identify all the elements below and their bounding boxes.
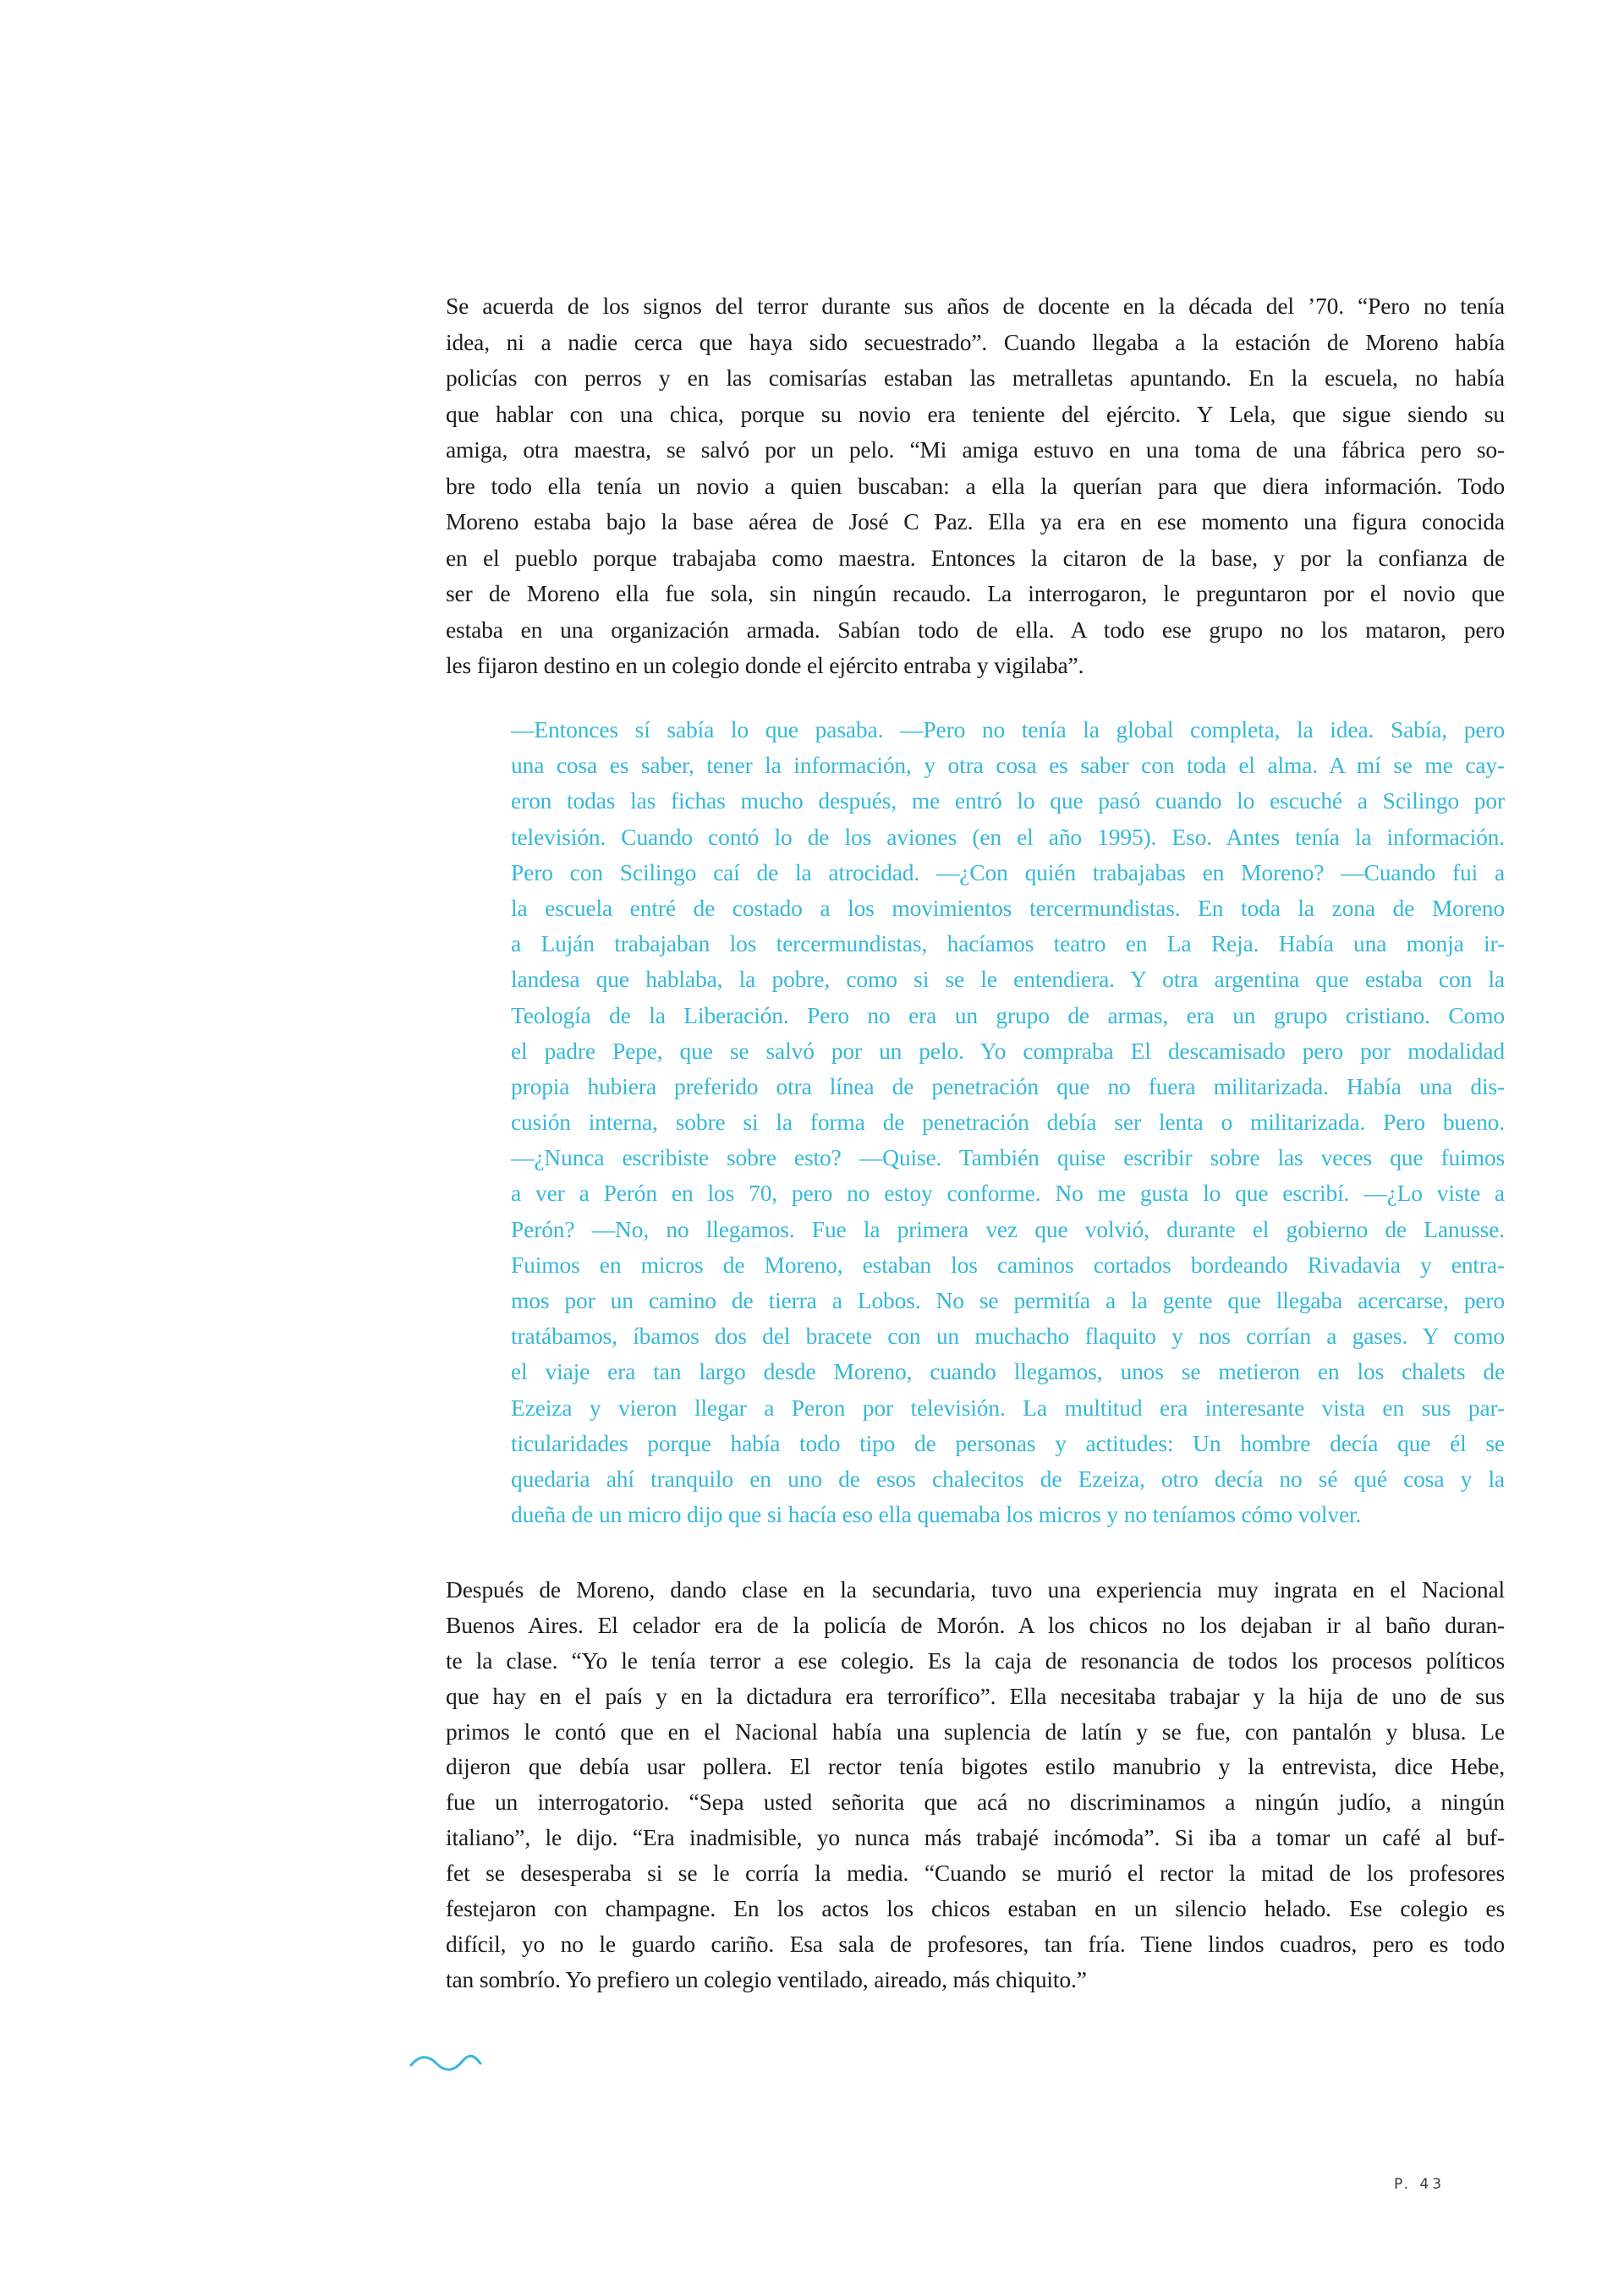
text-line: televisión. Cuando contó lo de los aviones (en el año 1995). Eso. Antes tenía la información. bbox=[511, 823, 1505, 850]
text-line: bre todo ella tenía un novio a quien buscaban: a ella la querían para que diera información. Todo bbox=[446, 472, 1505, 499]
text-line: tratábamos, íbamos dos del bracete con un muchacho flaquito y nos corrían a gases. Y como bbox=[511, 1323, 1505, 1350]
text-line: ser de Moreno ella fue sola, sin ningún recaudo. La interrogaron, le preguntaron por el novio que bbox=[446, 580, 1505, 606]
text-line: idea, ni a nadie cerca que haya sido secuestrado”. Cuando llegaba a la estación de Moreno había bbox=[446, 328, 1505, 355]
wave-icon bbox=[409, 2052, 482, 2075]
text-line: italiano”, le dijo. “Era inadmisible, yo nunca más trabajé incómoda”. Si iba a tomar un café al buf- bbox=[446, 1824, 1505, 1851]
text-line: mos por un camino de tierra a Lobos. No se permitía a la gente que llegaba acercarse, pero bbox=[511, 1287, 1505, 1313]
text-line: eron todas las fichas mucho después, me entró lo que pasó cuando lo escuché a Scilingo por bbox=[511, 787, 1505, 814]
text-line: Teología de la Liberación. Pero no era un grupo de armas, era un grupo cristiano. Como bbox=[511, 1001, 1505, 1028]
text-line: que hay en el país y en la dictadura era terrorífico”. Ella necesitaba trabajar y la hija de uno de sus bbox=[446, 1682, 1505, 1709]
paragraph-1 bbox=[446, 288, 1505, 684]
text-line: Ezeiza y vieron llegar a Peron por televisión. La multitud era interesante vista en sus par- bbox=[511, 1394, 1505, 1421]
text-line: propia hubiera preferido otra línea de penetración que no fuera militarizada. Había una dis- bbox=[511, 1072, 1505, 1099]
text-line: —¿Nunca escribiste sobre esto? —Quise. También quise escribir sobre las veces que fuimos bbox=[511, 1144, 1505, 1171]
text-line: a Luján trabajaban los tercermundistas, hacíamos teatro en La Reja. Había una monja ir- bbox=[511, 930, 1505, 957]
text-line: Buenos Aires. El celador era de la policía de Morón. A los chicos no los dejaban ir al baño duran- bbox=[446, 1611, 1505, 1638]
text-line: la escuela entré de costado a los movimientos tercermundistas. En toda la zona de Moreno bbox=[511, 894, 1505, 921]
page-number: P. 43 bbox=[1394, 2176, 1446, 2193]
text-line: dijeron que debía usar pollera. El rector tenía bigotes estilo manubrio y la entrevista, dice Hebe, bbox=[446, 1753, 1505, 1780]
text-line: dueña de un micro dijo que si hacía eso ella quemaba los micros y no teníamos cómo volver. bbox=[511, 1501, 1362, 1528]
wave-ornament-path bbox=[411, 2056, 480, 2069]
text-line: el viaje era tan largo desde Moreno, cuando llegamos, unos se metieron en los chalets de bbox=[511, 1358, 1505, 1385]
text-line: les fijaron destino en un colegio donde el ejército entraba y vigilaba”. bbox=[446, 652, 1084, 678]
text-line: Después de Moreno, dando clase en la secundaria, tuvo una experiencia muy ingrata en el Nacional bbox=[446, 1576, 1505, 1603]
text-line: landesa que hablaba, la pobre, como si se le entendiera. Y otra argentina que estaba con la bbox=[511, 966, 1505, 993]
text-line: te la clase. “Yo le tenía terror a ese colegio. Es la caja de resonancia de todos los procesos políticos bbox=[446, 1647, 1505, 1674]
text-line: el padre Pepe, que se salvó por un pelo. Yo compraba El descamisado pero por modalidad bbox=[511, 1037, 1505, 1064]
text-line: ticularidades porque había todo tipo de personas y actitudes: Un hombre decía que él se bbox=[511, 1429, 1505, 1456]
text-line: Pero con Scilingo caí de la atrocidad. —¿Con quién trabajabas en Moreno? —Cuando fui a bbox=[511, 858, 1505, 885]
text-line: Moreno estaba bajo la base aérea de José C Paz. Ella ya era en ese momento una figura conocida bbox=[446, 508, 1505, 534]
text-line: en el pueblo porque trabajaba como maestra. Entonces la citaron de la base, y por la confianza de bbox=[446, 544, 1505, 571]
text-line: Perón? —No, no llegamos. Fue la primera vez que volvió, durante el gobierno de Lanusse. bbox=[511, 1215, 1505, 1242]
paragraph-3 bbox=[446, 1572, 1505, 1997]
text-line: una cosa es saber, tener la información, y otra cosa es saber con toda el alma. A mí se me cay- bbox=[511, 752, 1505, 779]
text-line: Fuimos en micros de Moreno, estaban los caminos cortados bordeando Rivadavia y entra- bbox=[511, 1251, 1505, 1278]
text-line: que hablar con una chica, porque su novio era teniente del ejército. Y Lela, que sigue siendo su bbox=[446, 400, 1505, 427]
interview-quote-block bbox=[511, 712, 1505, 1532]
text-line: festejaron con champagne. En los actos los chicos estaban en un silencio helado. Ese colegio es bbox=[446, 1895, 1505, 1922]
text-line: tan sombrío. Yo prefiero un colegio ventilado, aireado, más chiquito.” bbox=[446, 1965, 1087, 1992]
text-line: policías con perros y en las comisarías estaban las metralletas apuntando. En la escuela, no había bbox=[446, 364, 1505, 391]
text-line: amiga, otra maestra, se salvó por un pelo. “Mi amiga estuvo en una toma de una fábrica pero so- bbox=[446, 436, 1505, 463]
text-line: primos le contó que en el Nacional había una suplencia de latín y se fue, con pantalón y blusa. Le bbox=[446, 1718, 1505, 1745]
text-line: estaba en una organización armada. Sabían todo de ella. A todo ese grupo no los mataron, pero bbox=[446, 616, 1505, 643]
text-line: Se acuerda de los signos del terror durante sus años de docente en la década del ’70. “Pero no tenía bbox=[446, 293, 1505, 319]
text-line: difícil, yo no le guardo cariño. Esa sala de profesores, tan fría. Tiene lindos cuadros, pero es todo bbox=[446, 1930, 1505, 1957]
text-line: fet se desesperaba si se le corría la media. “Cuando se murió el rector la mitad de los profesores bbox=[446, 1860, 1505, 1887]
text-line: fue un interrogatorio. “Sepa usted señorita que acá no discriminamos a ningún judío, a ningún bbox=[446, 1789, 1505, 1816]
text-line: —Entonces sí sabía lo que pasaba. —Pero no tenía la global completa, la idea. Sabía, pero bbox=[511, 716, 1505, 743]
text-line: quedaria ahí tranquilo en uno de esos chalecitos de Ezeiza, otro decía no sé qué cosa y la bbox=[511, 1465, 1505, 1492]
text-line: a ver a Perón en los 70, pero no estoy conforme. No me gusta lo que escribí. —¿Lo viste a bbox=[511, 1180, 1505, 1207]
text-line: cusión interna, sobre si la forma de penetración debía ser lenta o militarizada. Pero bueno. bbox=[511, 1109, 1505, 1136]
